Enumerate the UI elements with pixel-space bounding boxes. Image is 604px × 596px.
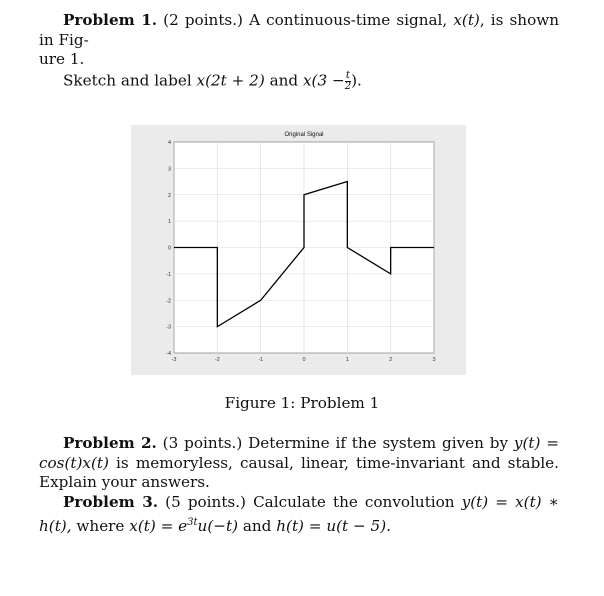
y-tick-label: -4 <box>166 351 171 357</box>
y-tick-label: -2 <box>166 298 171 305</box>
y-tick-label: 1 <box>167 219 171 226</box>
problem-2-text-b: is memoryless, causal, linear, time-invariant and stable. Explain your answers. <box>39 453 560 491</box>
problem-3-paragraph <box>39 493 559 536</box>
problem-3-where: where <box>76 516 125 535</box>
x-def-step: u(−t) <box>197 516 239 535</box>
y-tick-label: 4 <box>167 140 171 146</box>
problem-1-label: Problem 1. <box>63 11 158 29</box>
fraction-denominator: 2 <box>344 81 352 92</box>
x-definition <box>129 517 238 535</box>
x-tick-label: 1 <box>345 357 349 363</box>
problem-1-text-a: A continuous-time signal, <box>249 11 448 29</box>
problem-3-label: Problem 3. <box>63 493 159 511</box>
x-tick-label: 2 <box>389 357 393 363</box>
signal-symbol: x(t) <box>453 11 480 29</box>
problem-2-paragraph <box>39 434 559 493</box>
problem-3-and: and <box>242 516 272 535</box>
figure-caption: Figure 1: Problem 1 <box>224 394 380 412</box>
expression-2-post: ). <box>351 71 362 90</box>
x-tick-label: -3 <box>171 357 177 363</box>
original-signal-chart <box>131 125 466 375</box>
problem-2-eq: y(t) = <box>513 434 560 452</box>
y-tick-label: 2 <box>167 192 171 199</box>
y-tick-label: 0 <box>167 245 171 252</box>
x-tick-label: -1 <box>258 357 264 363</box>
x-tick-label: -2 <box>214 357 220 363</box>
problem-3-eq: y(t) = x(t) ∗ h(t), <box>39 493 560 535</box>
x-tick-label: 3 <box>432 357 436 363</box>
problem-3-points: (5 points.) <box>165 493 246 511</box>
figure-1 <box>131 125 466 375</box>
problem-1-text-b: , is shown in Fig- <box>39 11 559 49</box>
chart-title: Original Signal <box>284 132 324 138</box>
problem-1-points: (2 points.) <box>163 11 243 29</box>
h-definition: h(t) = u(t − 5). <box>276 516 391 535</box>
problem-2-system: cos(t)x(t) <box>39 453 109 472</box>
y-tick-label: -3 <box>166 324 171 331</box>
problem-1-paragraph <box>39 11 559 70</box>
y-tick-label: 3 <box>167 166 171 173</box>
expression-2-pre: x(3 − <box>302 71 345 90</box>
problem-1-text-c: ure 1. <box>39 50 85 68</box>
task-text-a: Sketch and label <box>63 71 192 90</box>
y-tick-label: -1 <box>166 271 171 278</box>
task-and: and <box>269 71 299 90</box>
problem-2-points: (3 points.) <box>162 434 243 452</box>
x-def-base: x(t) = e <box>129 516 188 535</box>
problem-3-text-a: Calculate the convolution <box>253 493 455 511</box>
fraction-numerator: t <box>345 70 350 81</box>
problem-2-label: Problem 2. <box>63 434 157 452</box>
x-tick-label: 0 <box>302 357 306 363</box>
x-def-exponent: 3t <box>187 516 198 528</box>
expression-1: x(2t + 2) <box>196 71 265 90</box>
problem-1-task <box>63 71 362 92</box>
problem-2-text-a: Determine if the system given by <box>248 434 509 452</box>
